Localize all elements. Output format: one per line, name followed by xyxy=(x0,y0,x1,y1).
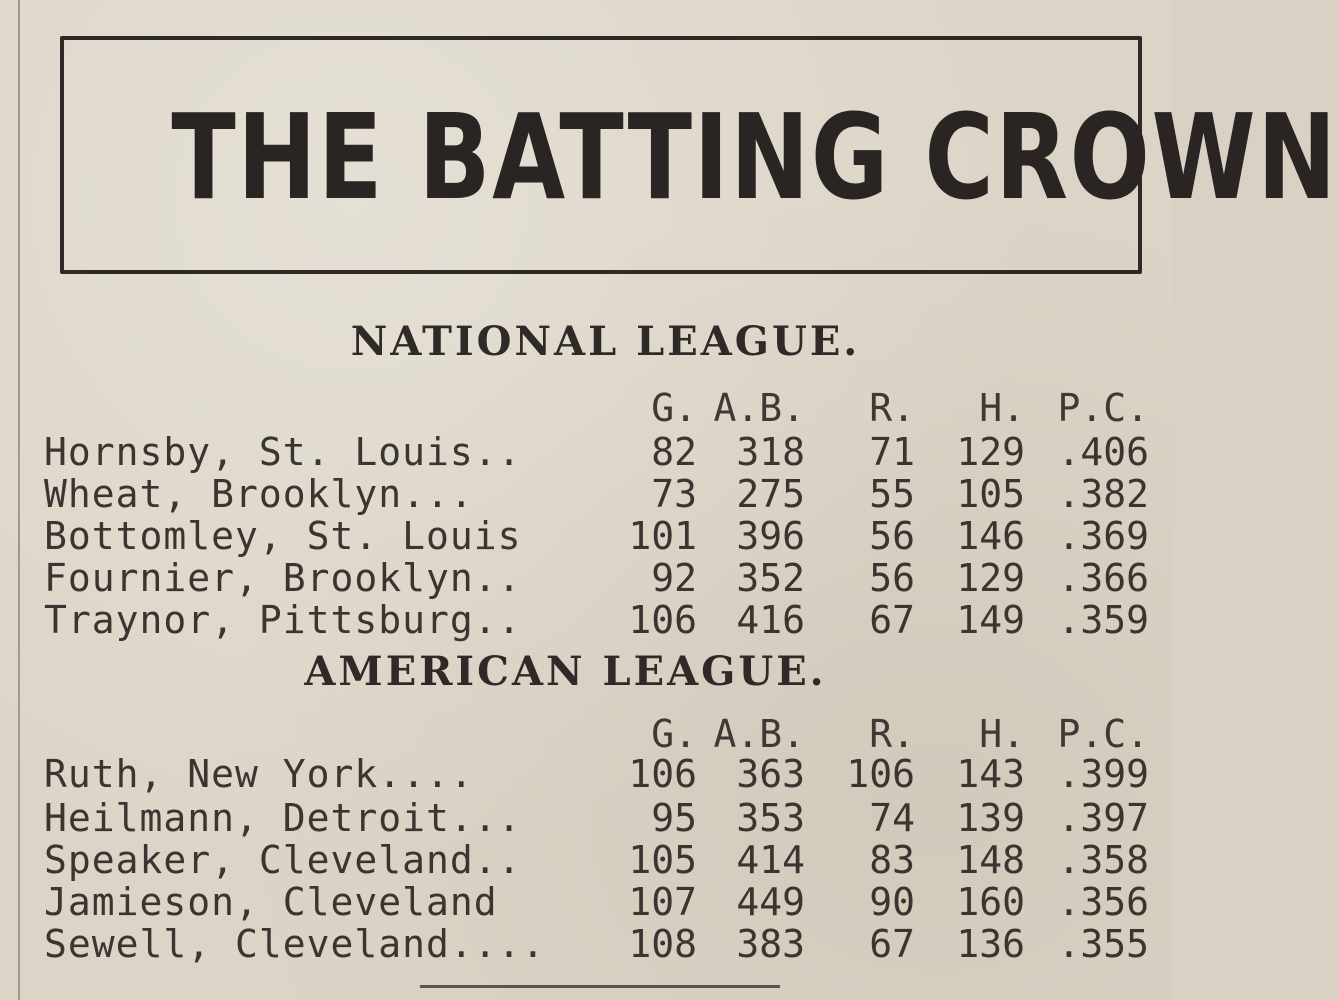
games: 107 xyxy=(628,880,697,924)
percentage: .399 xyxy=(1057,752,1149,796)
table-row xyxy=(0,922,1171,966)
column-header-ab: A.B. xyxy=(713,712,805,756)
table-row xyxy=(0,430,1171,474)
player-name: Jamieson, Cleveland xyxy=(44,880,498,924)
at-bats: 416 xyxy=(736,598,805,642)
at-bats: 383 xyxy=(736,922,805,966)
at-bats: 449 xyxy=(736,880,805,924)
table-row xyxy=(0,514,1171,558)
table-row xyxy=(0,880,1171,924)
games: 73 xyxy=(651,472,697,516)
hits: 105 xyxy=(956,472,1025,516)
page-title: THE BATTING CROWN xyxy=(171,88,1338,226)
runs: 106 xyxy=(846,752,915,796)
column-header-pc: P.C. xyxy=(1057,712,1149,756)
games: 108 xyxy=(628,922,697,966)
column-header-h: H. xyxy=(979,386,1025,430)
player-name: Sewell, Cleveland.... xyxy=(44,922,546,966)
column-header-g: G. xyxy=(651,386,697,430)
title-box xyxy=(60,36,1338,274)
at-bats: 353 xyxy=(736,796,805,840)
hits: 148 xyxy=(956,838,1025,882)
table-row xyxy=(0,598,1171,642)
games: 95 xyxy=(651,796,697,840)
table-row xyxy=(0,556,1171,600)
percentage: .382 xyxy=(1057,472,1149,516)
table-row xyxy=(0,752,1171,796)
player-name: Heilmann, Detroit... xyxy=(44,796,522,840)
player-name: Wheat, Brooklyn... xyxy=(44,472,474,516)
column-header-pc: P.C. xyxy=(1057,386,1149,430)
runs: 56 xyxy=(869,556,915,600)
table-row xyxy=(0,796,1171,840)
games: 101 xyxy=(628,514,697,558)
bottom-divider xyxy=(420,985,780,988)
column-header-h: H. xyxy=(979,712,1025,756)
hits: 129 xyxy=(956,556,1025,600)
column-header-ab: A.B. xyxy=(713,386,805,430)
percentage: .358 xyxy=(1057,838,1149,882)
player-name: Ruth, New York.... xyxy=(44,752,474,796)
national-league-heading: NATIONAL LEAGUE. xyxy=(350,318,861,365)
percentage: .397 xyxy=(1057,796,1149,840)
american-column-headers xyxy=(0,712,1171,756)
games: 92 xyxy=(651,556,697,600)
player-name: Speaker, Cleveland.. xyxy=(44,838,522,882)
hits: 160 xyxy=(956,880,1025,924)
hits: 139 xyxy=(956,796,1025,840)
percentage: .369 xyxy=(1057,514,1149,558)
runs: 67 xyxy=(869,922,915,966)
at-bats: 396 xyxy=(736,514,805,558)
hits: 149 xyxy=(956,598,1025,642)
table-row xyxy=(0,838,1171,882)
player-name: Fournier, Brooklyn.. xyxy=(44,556,522,600)
percentage: .406 xyxy=(1057,430,1149,474)
games: 106 xyxy=(628,752,697,796)
at-bats: 363 xyxy=(736,752,805,796)
runs: 56 xyxy=(869,514,915,558)
hits: 129 xyxy=(956,430,1025,474)
percentage: .366 xyxy=(1057,556,1149,600)
player-name: Bottomley, St. Louis xyxy=(44,514,522,558)
at-bats: 352 xyxy=(736,556,805,600)
runs: 55 xyxy=(869,472,915,516)
runs: 71 xyxy=(869,430,915,474)
percentage: .359 xyxy=(1057,598,1149,642)
runs: 67 xyxy=(869,598,915,642)
runs: 90 xyxy=(869,880,915,924)
at-bats: 318 xyxy=(736,430,805,474)
games: 82 xyxy=(651,430,697,474)
at-bats: 414 xyxy=(736,838,805,882)
runs: 83 xyxy=(869,838,915,882)
table-row xyxy=(0,472,1171,516)
percentage: .355 xyxy=(1057,922,1149,966)
american-league-heading: AMERICAN LEAGUE. xyxy=(304,648,827,695)
games: 106 xyxy=(628,598,697,642)
column-header-r: R. xyxy=(869,712,915,756)
player-name: Hornsby, St. Louis.. xyxy=(44,430,522,474)
percentage: .356 xyxy=(1057,880,1149,924)
games: 105 xyxy=(628,838,697,882)
national-column-headers xyxy=(0,386,1171,430)
player-name: Traynor, Pittsburg.. xyxy=(44,598,522,642)
column-header-r: R. xyxy=(869,386,915,430)
at-bats: 275 xyxy=(736,472,805,516)
column-header-g: G. xyxy=(651,712,697,756)
hits: 143 xyxy=(956,752,1025,796)
hits: 136 xyxy=(956,922,1025,966)
runs: 74 xyxy=(869,796,915,840)
hits: 146 xyxy=(956,514,1025,558)
